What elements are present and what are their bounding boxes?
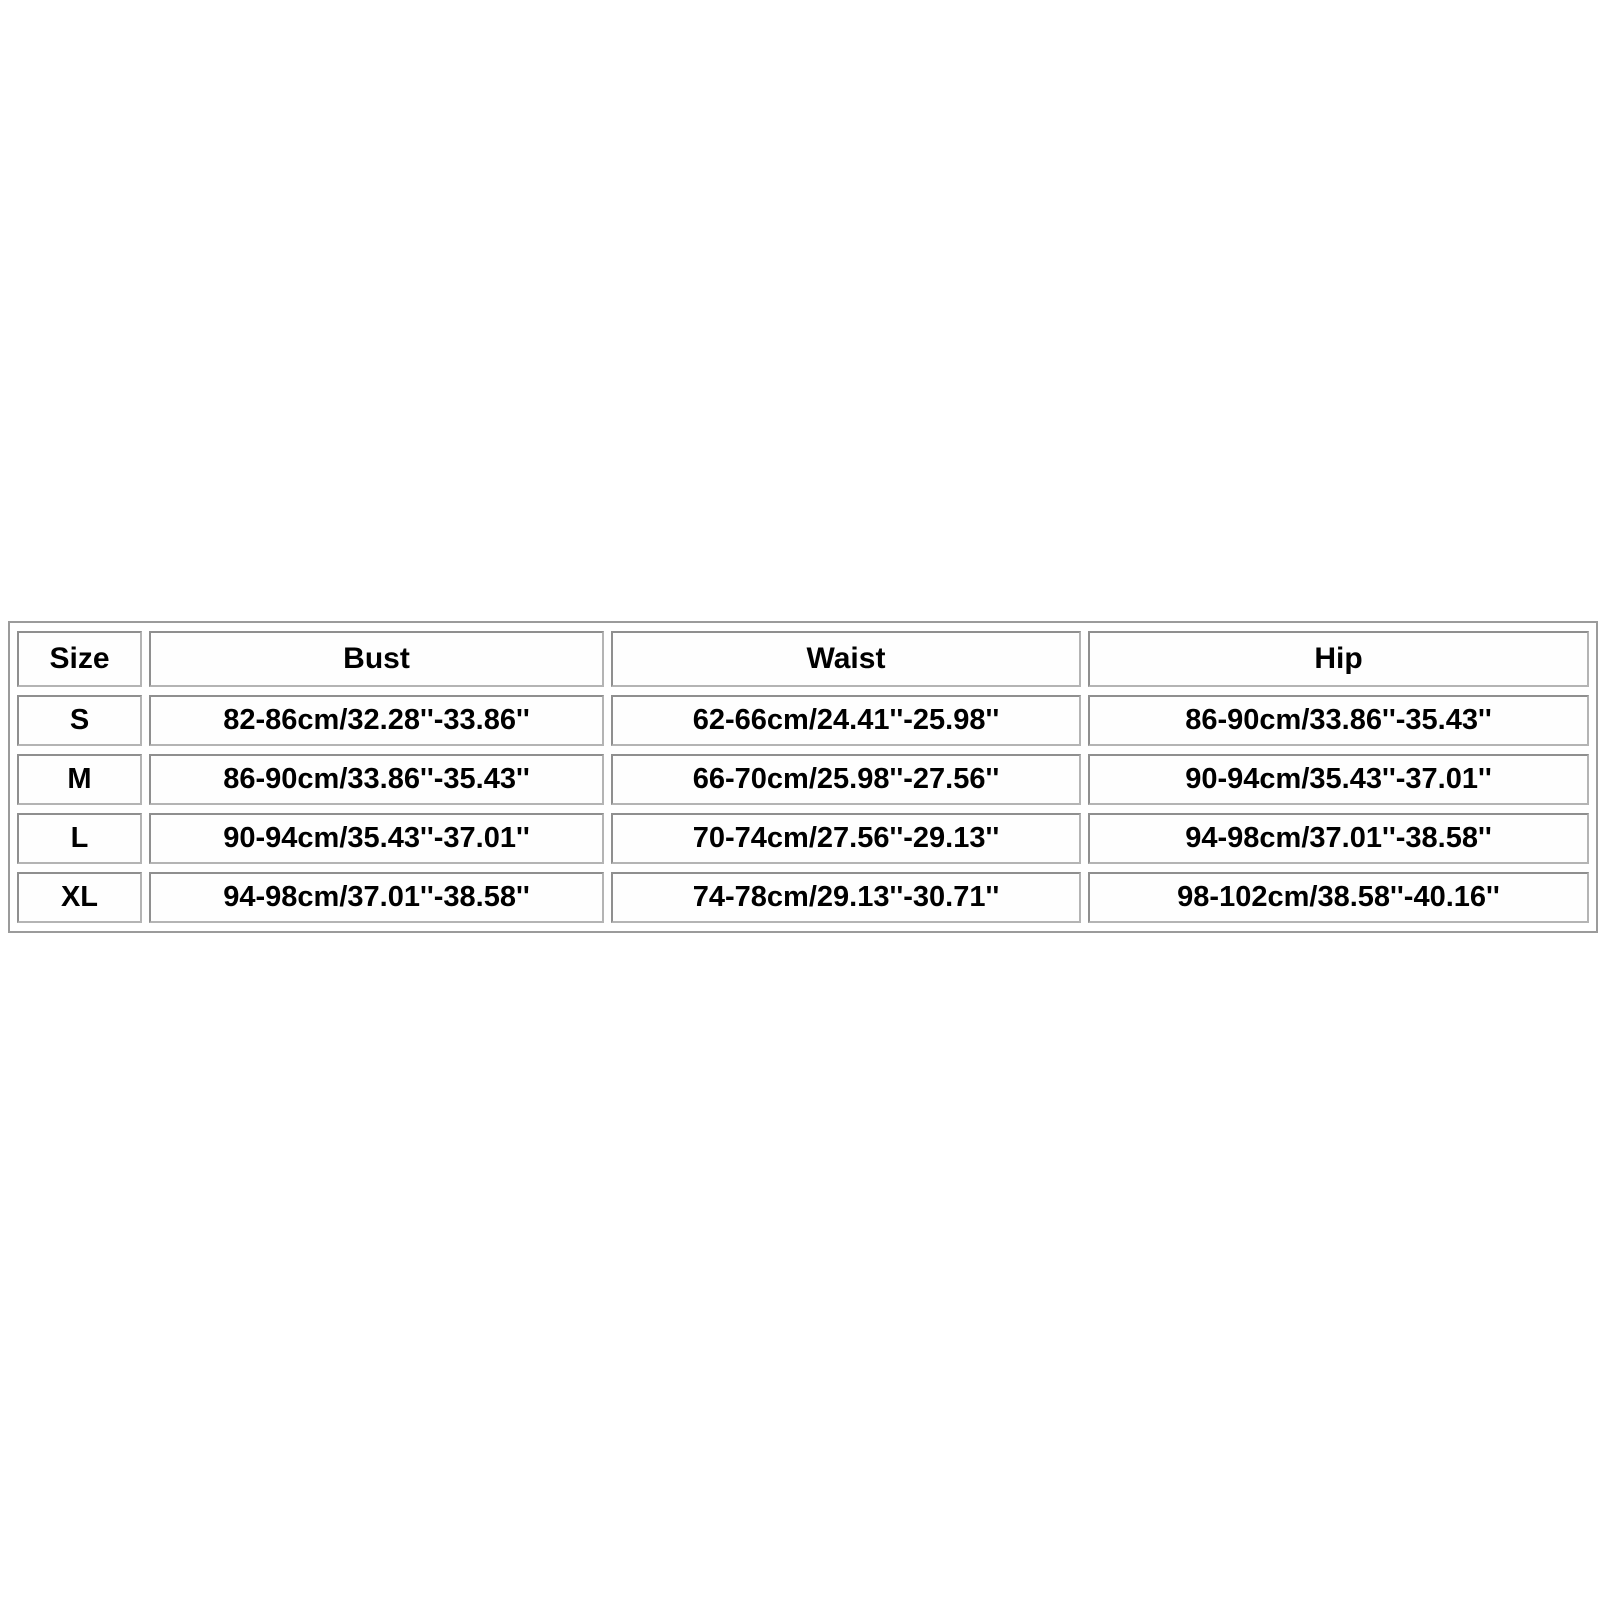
bust-value-cell: 94-98cm/37.01''-38.58'' <box>149 872 604 923</box>
hip-value-cell: 90-94cm/35.43''-37.01'' <box>1088 754 1589 805</box>
bust-value-cell: 82-86cm/32.28''-33.86'' <box>149 695 604 746</box>
table-row-l <box>17 813 1589 864</box>
header-cell-waist: Waist <box>611 631 1081 687</box>
size-label-cell: S <box>17 695 142 746</box>
waist-value-cell: 66-70cm/25.98''-27.56'' <box>611 754 1081 805</box>
hip-value-cell: 94-98cm/37.01''-38.58'' <box>1088 813 1589 864</box>
table-row-s <box>17 695 1589 746</box>
table-row-m <box>17 754 1589 805</box>
hip-value-cell: 98-102cm/38.58''-40.16'' <box>1088 872 1589 923</box>
waist-value-cell: 70-74cm/27.56''-29.13'' <box>611 813 1081 864</box>
waist-value-cell: 74-78cm/29.13''-30.71'' <box>611 872 1081 923</box>
size-label-cell: XL <box>17 872 142 923</box>
header-cell-size: Size <box>17 631 142 687</box>
table-row-xl <box>17 872 1589 923</box>
bust-value-cell: 90-94cm/35.43''-37.01'' <box>149 813 604 864</box>
waist-value-cell: 62-66cm/24.41''-25.98'' <box>611 695 1081 746</box>
size-label-cell: L <box>17 813 142 864</box>
table-header-row <box>17 631 1589 687</box>
size-label-cell: M <box>17 754 142 805</box>
bust-value-cell: 86-90cm/33.86''-35.43'' <box>149 754 604 805</box>
size-chart-table <box>8 621 1598 933</box>
hip-value-cell: 86-90cm/33.86''-35.43'' <box>1088 695 1589 746</box>
header-cell-bust: Bust <box>149 631 604 687</box>
header-cell-hip: Hip <box>1088 631 1589 687</box>
